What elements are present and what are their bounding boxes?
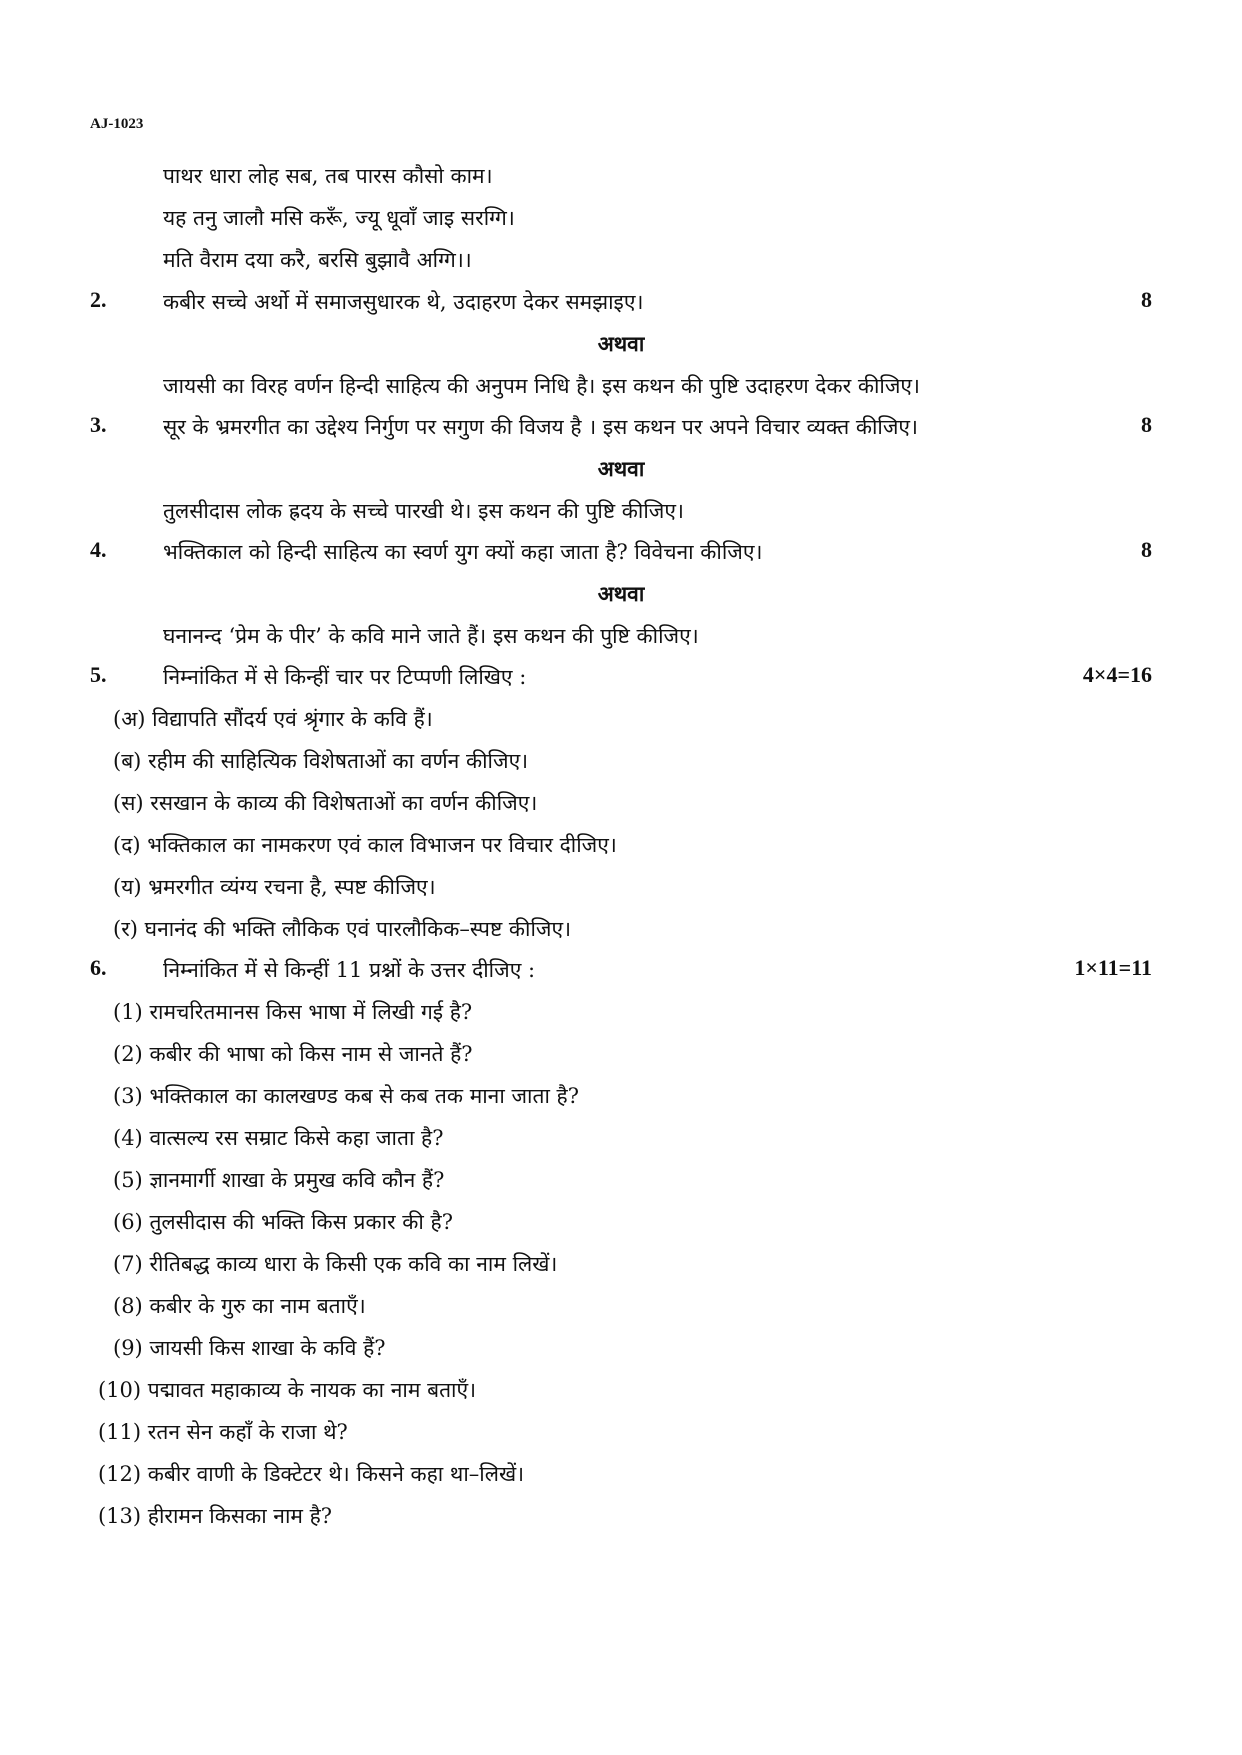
list-item xyxy=(113,1082,579,1110)
question-number: 4. xyxy=(90,537,107,562)
item-label: (12) xyxy=(98,1462,142,1486)
item-text: ज्ञानमार्गी शाखा के प्रमुख कवि कौन हैं? xyxy=(149,1168,445,1192)
list-item xyxy=(113,1208,453,1236)
list-item xyxy=(113,1292,366,1320)
verse-line: मति वैराम दया करै, बरसि बुझावै अग्गि।। xyxy=(163,248,472,272)
item-label: (1) xyxy=(113,1000,143,1024)
list-item xyxy=(113,873,436,901)
item-text: कबीर वाणी के डिक्टेटर थे। किसने कहा था–लिखें। xyxy=(147,1462,525,1486)
list-item xyxy=(113,789,537,817)
question-text: सूर के भ्रमरगीत का उद्देश्य निर्गुण पर सगुण की विजय है । इस कथन पर अपने विचार व्यक्त कीजिए। xyxy=(163,415,919,439)
question-text: कबीर सच्चे अर्थो में समाजसुधारक थे, उदाहरण देकर समझाइए। xyxy=(163,290,644,314)
paper-code: AJ-1023 xyxy=(90,116,144,132)
list-item xyxy=(113,915,571,943)
question-text: निम्नांकित में से किन्हीं चार पर टिप्पणी लिखिए : xyxy=(163,665,527,689)
list-item xyxy=(98,1376,476,1404)
item-text: घनानंद की भक्ति लौकिक एवं पारलौकिक–स्पष्ट कीजिए। xyxy=(144,917,572,941)
question-number: 5. xyxy=(90,662,107,687)
question-text: भक्तिकाल को हिन्दी साहित्य का स्वर्ण युग क्यों कहा जाता है? विवेचना कीजिए। xyxy=(163,540,763,564)
item-label: (13) xyxy=(98,1504,142,1528)
question-marks: 8 xyxy=(1141,287,1152,312)
or-label: अथवा xyxy=(597,456,645,481)
item-label: (8) xyxy=(113,1294,143,1318)
question-marks: 1×11=11 xyxy=(1074,955,1152,980)
item-label: (3) xyxy=(113,1084,143,1108)
verse-line: यह तनु जालौ मसि करूँ, ज्यू धूवाँ जाइ सरग्गि। xyxy=(163,206,515,230)
list-item xyxy=(113,1040,473,1068)
list-item xyxy=(98,1502,332,1530)
list-item xyxy=(113,705,433,733)
item-text: रीतिबद्ध काव्य धारा के किसी एक कवि का नाम लिखें। xyxy=(149,1252,558,1276)
item-label: (ब) xyxy=(113,749,142,773)
item-text: पद्मावत महाकाव्य के नायक का नाम बताएँ। xyxy=(147,1378,477,1402)
item-label: (5) xyxy=(113,1168,143,1192)
item-label: (11) xyxy=(98,1420,142,1444)
item-label: (7) xyxy=(113,1252,143,1276)
item-label: (अ) xyxy=(113,707,146,731)
question-marks: 4×4=16 xyxy=(1082,662,1152,687)
item-text: तुलसीदास की भक्ति किस प्रकार की है? xyxy=(149,1210,453,1234)
item-text: विद्यापति सौंदर्य एवं श्रृंगार के कवि हैं। xyxy=(152,707,433,731)
item-text: भक्तिकाल का नामकरण एवं काल विभाजन पर विचार दीजिए। xyxy=(147,833,617,857)
question-marks: 8 xyxy=(1141,412,1152,437)
question-number: 6. xyxy=(90,955,107,980)
list-item xyxy=(113,998,472,1026)
question-number: 3. xyxy=(90,412,107,437)
item-label: (द) xyxy=(113,833,141,857)
item-label: (10) xyxy=(98,1378,142,1402)
item-label: (2) xyxy=(113,1042,143,1066)
list-item xyxy=(113,1166,444,1194)
item-label: (9) xyxy=(113,1336,143,1360)
question-text: निम्नांकित में से किन्हीं 11 प्रश्नों के उत्तर दीजिए : xyxy=(163,958,536,982)
item-text: जायसी किस शाखा के कवि हैं? xyxy=(149,1336,386,1360)
item-label: (4) xyxy=(113,1126,143,1150)
alt-question-text: जायसी का विरह वर्णन हिन्दी साहित्य की अनुपम निधि है। इस कथन की पुष्टि उदाहरण देकर कीजिए। xyxy=(163,374,921,398)
item-text: भक्तिकाल का कालखण्ड कब से कब तक माना जाता है? xyxy=(149,1084,579,1108)
verse-line: पाथर धारा लोह सब, तब पारस कौसो काम। xyxy=(163,164,493,188)
list-item xyxy=(98,1418,348,1446)
item-text: रसखान के काव्य की विशेषताओं का वर्णन कीजिए। xyxy=(150,791,538,815)
item-label: (र) xyxy=(113,917,138,941)
alt-question-text: घनानन्द ‘प्रेम के पीर’ के कवि माने जाते हैं। इस कथन की पुष्टि कीजिए। xyxy=(163,624,699,648)
list-item xyxy=(113,747,528,775)
list-item xyxy=(113,1124,443,1152)
item-text: भ्रमरगीत व्यंग्य रचना है, स्पष्ट कीजिए। xyxy=(148,875,436,899)
or-label: अथवा xyxy=(597,331,645,356)
or-label: अथवा xyxy=(597,581,645,606)
item-label: (स) xyxy=(113,791,144,815)
list-item xyxy=(113,1250,557,1278)
item-text: हीरामन किसका नाम है? xyxy=(147,1504,333,1528)
item-text: रहीम की साहित्यिक विशेषताओं का वर्णन कीजिए। xyxy=(148,749,529,773)
question-number: 2. xyxy=(90,287,107,312)
item-text: कबीर के गुरु का नाम बताएँ। xyxy=(149,1294,366,1318)
item-text: रतन सेन कहाँ के राजा थे? xyxy=(147,1420,348,1444)
list-item xyxy=(113,1334,386,1362)
item-text: कबीर की भाषा को किस नाम से जानते हैं? xyxy=(149,1042,473,1066)
item-label: (6) xyxy=(113,1210,143,1234)
list-item xyxy=(98,1460,524,1488)
item-label: (य) xyxy=(113,875,142,899)
alt-question-text: तुलसीदास लोक ह्रदय के सच्चे पारखी थे। इस कथन की पुष्टि कीजिए। xyxy=(163,499,684,523)
list-item xyxy=(113,831,617,859)
question-marks: 8 xyxy=(1141,537,1152,562)
item-text: वात्सल्य रस सम्राट किसे कहा जाता है? xyxy=(149,1126,444,1150)
item-text: रामचरितमानस किस भाषा में लिखी गई है? xyxy=(149,1000,473,1024)
